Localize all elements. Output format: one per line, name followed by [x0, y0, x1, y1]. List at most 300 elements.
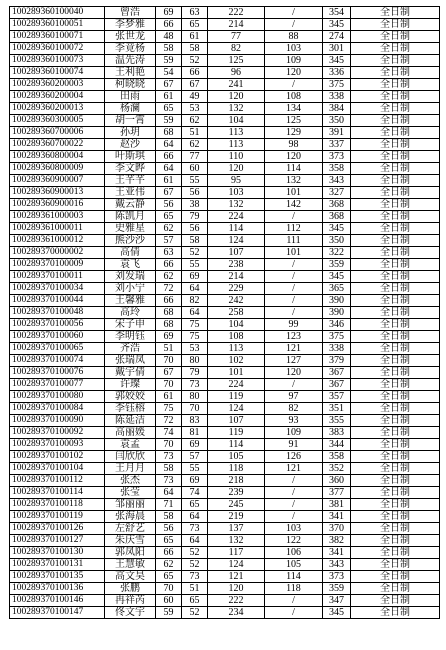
score-1-cell: 72 — [156, 415, 182, 427]
study-mode-cell: 全日制 — [351, 247, 440, 259]
study-mode-cell: 全日制 — [351, 91, 440, 103]
score-4-cell: / — [265, 283, 323, 295]
name-cell: 张世龙 — [105, 31, 156, 43]
score-1-cell: 59 — [156, 55, 182, 67]
candidate-id-cell: 100289370100056 — [10, 319, 105, 331]
score-2-cell: 79 — [182, 211, 208, 223]
table-body — [10, 7, 440, 619]
score-1-cell: 70 — [156, 439, 182, 451]
score-2-cell: 66 — [182, 67, 208, 79]
total-score-cell: 341 — [323, 547, 351, 559]
score-2-cell: 58 — [182, 43, 208, 55]
score-2-cell: 69 — [182, 475, 208, 487]
name-cell: 胡一霄 — [105, 115, 156, 127]
name-cell: 熊沙沙 — [105, 235, 156, 247]
score-1-cell: 69 — [156, 331, 182, 343]
score-3-cell: 102 — [208, 355, 265, 367]
score-3-cell: 113 — [208, 127, 265, 139]
score-1-cell: 73 — [156, 451, 182, 463]
score-4-cell: / — [265, 79, 323, 91]
score-4-cell: / — [265, 7, 323, 19]
total-score-cell: 350 — [323, 235, 351, 247]
candidate-id-cell: 100289360100051 — [10, 19, 105, 31]
score-2-cell: 82 — [182, 295, 208, 307]
total-score-cell: 338 — [323, 343, 351, 355]
table-row — [10, 427, 440, 439]
table-row — [10, 115, 440, 127]
candidate-id-cell: 100289370100065 — [10, 343, 105, 355]
study-mode-cell: 全日制 — [351, 223, 440, 235]
table-row — [10, 415, 440, 427]
table-row — [10, 199, 440, 211]
table-row — [10, 379, 440, 391]
name-cell: 高丽媛 — [105, 427, 156, 439]
table-row — [10, 295, 440, 307]
score-2-cell: 55 — [182, 463, 208, 475]
score-2-cell: 67 — [182, 79, 208, 91]
name-cell: 王慧敏 — [105, 559, 156, 571]
candidate-id-cell: 100289370100130 — [10, 547, 105, 559]
study-mode-cell: 全日制 — [351, 379, 440, 391]
table-row — [10, 511, 440, 523]
table-row — [10, 343, 440, 355]
study-mode-cell: 全日制 — [351, 307, 440, 319]
score-4-cell: / — [265, 595, 323, 607]
score-4-cell: 125 — [265, 115, 323, 127]
score-1-cell: 70 — [156, 583, 182, 595]
score-1-cell: 61 — [156, 91, 182, 103]
study-mode-cell: 全日制 — [351, 463, 440, 475]
score-1-cell: 75 — [156, 403, 182, 415]
score-3-cell: 242 — [208, 295, 265, 307]
total-score-cell: 359 — [323, 583, 351, 595]
name-cell: 戴云静 — [105, 199, 156, 211]
table-row — [10, 259, 440, 271]
study-mode-cell: 全日制 — [351, 547, 440, 559]
score-2-cell: 52 — [182, 547, 208, 559]
candidate-id-cell: 100289370100127 — [10, 535, 105, 547]
name-cell: 邹丽丽 — [105, 499, 156, 511]
score-1-cell: 56 — [156, 523, 182, 535]
score-4-cell: 109 — [265, 55, 323, 67]
table-row — [10, 55, 440, 67]
study-mode-cell: 全日制 — [351, 583, 440, 595]
table-row — [10, 595, 440, 607]
study-mode-cell: 全日制 — [351, 271, 440, 283]
study-mode-cell: 全日制 — [351, 319, 440, 331]
candidate-id-cell: 100289370100135 — [10, 571, 105, 583]
score-3-cell: 238 — [208, 259, 265, 271]
table-row — [10, 319, 440, 331]
study-mode-cell: 全日制 — [351, 499, 440, 511]
name-cell: 曾浩 — [105, 7, 156, 19]
total-score-cell: 354 — [323, 7, 351, 19]
score-3-cell: 222 — [208, 595, 265, 607]
candidate-id-cell: 100289370100118 — [10, 499, 105, 511]
name-cell: 郭姣姣 — [105, 391, 156, 403]
score-3-cell: 117 — [208, 547, 265, 559]
study-mode-cell: 全日制 — [351, 523, 440, 535]
table-row — [10, 487, 440, 499]
table-row — [10, 331, 440, 343]
total-score-cell: 345 — [323, 19, 351, 31]
study-mode-cell: 全日制 — [351, 175, 440, 187]
candidate-id-cell: 100289370100044 — [10, 295, 105, 307]
name-cell: 李梦雅 — [105, 19, 156, 31]
study-mode-cell: 全日制 — [351, 151, 440, 163]
score-1-cell: 62 — [156, 271, 182, 283]
score-1-cell: 73 — [156, 475, 182, 487]
score-table — [9, 6, 440, 619]
score-2-cell: 75 — [182, 331, 208, 343]
score-1-cell: 64 — [156, 139, 182, 151]
score-3-cell: 110 — [208, 151, 265, 163]
name-cell: 刘小宁 — [105, 283, 156, 295]
total-score-cell: 367 — [323, 379, 351, 391]
name-cell: 李文晔 — [105, 163, 156, 175]
score-2-cell: 52 — [182, 559, 208, 571]
name-cell: 张杰 — [105, 475, 156, 487]
score-4-cell: 142 — [265, 199, 323, 211]
total-score-cell: 322 — [323, 247, 351, 259]
candidate-id-cell: 100289360800004 — [10, 151, 105, 163]
score-3-cell: 124 — [208, 559, 265, 571]
study-mode-cell: 全日制 — [351, 7, 440, 19]
score-3-cell: 120 — [208, 583, 265, 595]
total-score-cell: 351 — [323, 403, 351, 415]
name-cell: 张海晨 — [105, 511, 156, 523]
name-cell: 王馨雅 — [105, 295, 156, 307]
table-row — [10, 571, 440, 583]
score-3-cell: 82 — [208, 43, 265, 55]
score-4-cell: 122 — [265, 535, 323, 547]
score-3-cell: 77 — [208, 31, 265, 43]
table-row — [10, 391, 440, 403]
score-2-cell: 69 — [182, 271, 208, 283]
score-1-cell: 58 — [156, 511, 182, 523]
score-1-cell: 62 — [156, 559, 182, 571]
score-2-cell: 53 — [182, 103, 208, 115]
score-2-cell: 74 — [182, 487, 208, 499]
total-score-cell: 346 — [323, 319, 351, 331]
score-1-cell: 66 — [156, 547, 182, 559]
candidate-id-cell: 100289360100072 — [10, 43, 105, 55]
total-score-cell: 391 — [323, 127, 351, 139]
table-row — [10, 367, 440, 379]
score-1-cell: 65 — [156, 535, 182, 547]
candidate-id-cell: 100289360100040 — [10, 7, 105, 19]
study-mode-cell: 全日制 — [351, 427, 440, 439]
score-1-cell: 48 — [156, 31, 182, 43]
total-score-cell: 344 — [323, 439, 351, 451]
candidate-id-cell: 100289360900016 — [10, 199, 105, 211]
score-3-cell: 222 — [208, 7, 265, 19]
score-3-cell: 114 — [208, 223, 265, 235]
study-mode-cell: 全日制 — [351, 559, 440, 571]
total-score-cell: 360 — [323, 475, 351, 487]
score-2-cell: 64 — [182, 307, 208, 319]
score-3-cell: 119 — [208, 391, 265, 403]
score-3-cell: 214 — [208, 19, 265, 31]
table-row — [10, 7, 440, 19]
study-mode-cell: 全日制 — [351, 259, 440, 271]
score-1-cell: 64 — [156, 163, 182, 175]
name-cell: 史雅星 — [105, 223, 156, 235]
total-score-cell: 301 — [323, 43, 351, 55]
study-mode-cell: 全日制 — [351, 67, 440, 79]
table-row — [10, 475, 440, 487]
total-score-cell: 368 — [323, 211, 351, 223]
candidate-id-cell: 100289360800009 — [10, 163, 105, 175]
candidate-id-cell: 100289360200013 — [10, 103, 105, 115]
score-2-cell: 65 — [182, 595, 208, 607]
total-score-cell: 390 — [323, 295, 351, 307]
candidate-id-cell: 100289370100080 — [10, 391, 105, 403]
score-2-cell: 51 — [182, 583, 208, 595]
candidate-id-cell: 100289370100093 — [10, 439, 105, 451]
candidate-id-cell: 100289370100077 — [10, 379, 105, 391]
candidate-id-cell: 100289370000002 — [10, 247, 105, 259]
score-2-cell: 64 — [182, 283, 208, 295]
score-2-cell: 62 — [182, 139, 208, 151]
score-4-cell: 88 — [265, 31, 323, 43]
score-4-cell: 91 — [265, 439, 323, 451]
table-row — [10, 583, 440, 595]
score-3-cell: 113 — [208, 343, 265, 355]
name-cell: 张鹏 — [105, 583, 156, 595]
study-mode-cell: 全日制 — [351, 607, 440, 619]
total-score-cell: 370 — [323, 523, 351, 535]
candidate-id-cell: 100289360200003 — [10, 79, 105, 91]
candidate-id-cell: 100289370100119 — [10, 511, 105, 523]
score-4-cell: 129 — [265, 127, 323, 139]
score-1-cell: 61 — [156, 391, 182, 403]
total-score-cell: 357 — [323, 391, 351, 403]
score-1-cell: 70 — [156, 355, 182, 367]
score-2-cell: 49 — [182, 91, 208, 103]
score-4-cell: / — [265, 271, 323, 283]
name-cell: 高倩 — [105, 247, 156, 259]
score-2-cell: 64 — [182, 535, 208, 547]
study-mode-cell: 全日制 — [351, 451, 440, 463]
score-2-cell: 56 — [182, 187, 208, 199]
score-4-cell: 111 — [265, 235, 323, 247]
score-2-cell: 80 — [182, 355, 208, 367]
score-2-cell: 80 — [182, 391, 208, 403]
name-cell: 袁飞 — [105, 259, 156, 271]
study-mode-cell: 全日制 — [351, 535, 440, 547]
candidate-id-cell: 100289370100126 — [10, 523, 105, 535]
score-2-cell: 73 — [182, 571, 208, 583]
score-4-cell: 118 — [265, 583, 323, 595]
score-4-cell: / — [265, 607, 323, 619]
table-row — [10, 235, 440, 247]
score-1-cell: 54 — [156, 67, 182, 79]
score-4-cell: 103 — [265, 523, 323, 535]
score-4-cell: / — [265, 475, 323, 487]
score-1-cell: 68 — [156, 307, 182, 319]
table-row — [10, 67, 440, 79]
score-3-cell: 107 — [208, 247, 265, 259]
total-score-cell: 341 — [323, 511, 351, 523]
total-score-cell: 343 — [323, 559, 351, 571]
name-cell: 王芊芊 — [105, 175, 156, 187]
score-4-cell: 114 — [265, 571, 323, 583]
name-cell: 李明钰 — [105, 331, 156, 343]
score-1-cell: 59 — [156, 115, 182, 127]
table-row — [10, 127, 440, 139]
name-cell: 袁孟 — [105, 439, 156, 451]
score-4-cell: 108 — [265, 91, 323, 103]
score-3-cell: 239 — [208, 487, 265, 499]
total-score-cell: 383 — [323, 427, 351, 439]
score-2-cell: 61 — [182, 31, 208, 43]
score-4-cell: 132 — [265, 175, 323, 187]
total-score-cell: 375 — [323, 79, 351, 91]
table-row — [10, 463, 440, 475]
total-score-cell: 375 — [323, 331, 351, 343]
candidate-id-cell: 100289370100090 — [10, 415, 105, 427]
name-cell: 赵沙 — [105, 139, 156, 151]
score-3-cell: 124 — [208, 403, 265, 415]
score-1-cell: 69 — [156, 7, 182, 19]
score-2-cell: 69 — [182, 439, 208, 451]
candidate-id-cell: 100289360700022 — [10, 139, 105, 151]
total-score-cell: 359 — [323, 259, 351, 271]
score-2-cell: 60 — [182, 163, 208, 175]
name-cell: 高玲 — [105, 307, 156, 319]
name-cell: 郭凤阳 — [105, 547, 156, 559]
score-2-cell: 56 — [182, 223, 208, 235]
score-2-cell: 79 — [182, 367, 208, 379]
score-1-cell: 67 — [156, 187, 182, 199]
score-1-cell: 56 — [156, 199, 182, 211]
study-mode-cell: 全日制 — [351, 355, 440, 367]
table-row — [10, 211, 440, 223]
study-mode-cell: 全日制 — [351, 475, 440, 487]
score-2-cell: 81 — [182, 427, 208, 439]
score-2-cell: 62 — [182, 115, 208, 127]
score-4-cell: 121 — [265, 463, 323, 475]
name-cell: 王利艳 — [105, 67, 156, 79]
score-3-cell: 101 — [208, 367, 265, 379]
candidate-id-cell: 100289370100048 — [10, 307, 105, 319]
score-1-cell: 61 — [156, 175, 182, 187]
score-3-cell: 125 — [208, 55, 265, 67]
name-cell: 李竟杨 — [105, 43, 156, 55]
study-mode-cell: 全日制 — [351, 403, 440, 415]
score-3-cell: 214 — [208, 271, 265, 283]
score-2-cell: 73 — [182, 523, 208, 535]
score-4-cell: 101 — [265, 187, 323, 199]
score-4-cell: 105 — [265, 559, 323, 571]
score-4-cell: / — [265, 511, 323, 523]
table-row — [10, 451, 440, 463]
total-score-cell: 379 — [323, 355, 351, 367]
score-1-cell: 51 — [156, 343, 182, 355]
study-mode-cell: 全日制 — [351, 19, 440, 31]
score-2-cell: 77 — [182, 151, 208, 163]
score-4-cell: 134 — [265, 103, 323, 115]
score-3-cell: 132 — [208, 103, 265, 115]
total-score-cell: 345 — [323, 607, 351, 619]
score-3-cell: 120 — [208, 163, 265, 175]
score-3-cell: 241 — [208, 79, 265, 91]
candidate-id-cell: 100289370100011 — [10, 271, 105, 283]
score-3-cell: 224 — [208, 379, 265, 391]
name-cell: 许璨 — [105, 379, 156, 391]
score-3-cell: 104 — [208, 115, 265, 127]
table-row — [10, 523, 440, 535]
score-1-cell: 64 — [156, 487, 182, 499]
score-2-cell: 55 — [182, 259, 208, 271]
total-score-cell: 352 — [323, 463, 351, 475]
score-3-cell: 137 — [208, 523, 265, 535]
score-4-cell: 103 — [265, 43, 323, 55]
candidate-id-cell: 100289370100147 — [10, 607, 105, 619]
total-score-cell: 338 — [323, 91, 351, 103]
total-score-cell: 373 — [323, 151, 351, 163]
score-3-cell: 132 — [208, 535, 265, 547]
candidate-id-cell: 100289370100146 — [10, 595, 105, 607]
score-1-cell: 62 — [156, 223, 182, 235]
total-score-cell: 345 — [323, 55, 351, 67]
candidate-id-cell: 100289370100104 — [10, 463, 105, 475]
candidate-id-cell: 100289370100114 — [10, 487, 105, 499]
score-2-cell: 52 — [182, 55, 208, 67]
score-4-cell: 97 — [265, 391, 323, 403]
table-row — [10, 43, 440, 55]
name-cell: 朱庆雪 — [105, 535, 156, 547]
score-2-cell: 73 — [182, 379, 208, 391]
score-1-cell: 58 — [156, 463, 182, 475]
study-mode-cell: 全日制 — [351, 439, 440, 451]
score-2-cell: 57 — [182, 451, 208, 463]
score-3-cell: 108 — [208, 331, 265, 343]
score-1-cell: 57 — [156, 235, 182, 247]
score-2-cell: 70 — [182, 403, 208, 415]
score-1-cell: 65 — [156, 571, 182, 583]
name-cell: 柯晓晓 — [105, 79, 156, 91]
name-cell: 孙玥 — [105, 127, 156, 139]
table-row — [10, 103, 440, 115]
table-row — [10, 31, 440, 43]
table-row — [10, 91, 440, 103]
score-3-cell: 104 — [208, 319, 265, 331]
score-2-cell: 63 — [182, 7, 208, 19]
score-1-cell: 60 — [156, 595, 182, 607]
total-score-cell: 343 — [323, 175, 351, 187]
candidate-id-cell: 100289360100074 — [10, 67, 105, 79]
candidate-id-cell: 100289370100092 — [10, 427, 105, 439]
candidate-id-cell: 100289370100084 — [10, 403, 105, 415]
score-2-cell: 53 — [182, 343, 208, 355]
candidate-id-cell: 100289370100009 — [10, 259, 105, 271]
score-4-cell: 93 — [265, 415, 323, 427]
score-4-cell: 112 — [265, 223, 323, 235]
candidate-id-cell: 100289361000012 — [10, 235, 105, 247]
name-cell: 戴宇倩 — [105, 367, 156, 379]
study-mode-cell: 全日制 — [351, 511, 440, 523]
table-row — [10, 547, 440, 559]
candidate-id-cell: 100289360300005 — [10, 115, 105, 127]
score-1-cell: 65 — [156, 211, 182, 223]
study-mode-cell: 全日制 — [351, 127, 440, 139]
study-mode-cell: 全日制 — [351, 595, 440, 607]
score-4-cell: 123 — [265, 331, 323, 343]
total-score-cell: 390 — [323, 307, 351, 319]
table-row — [10, 247, 440, 259]
